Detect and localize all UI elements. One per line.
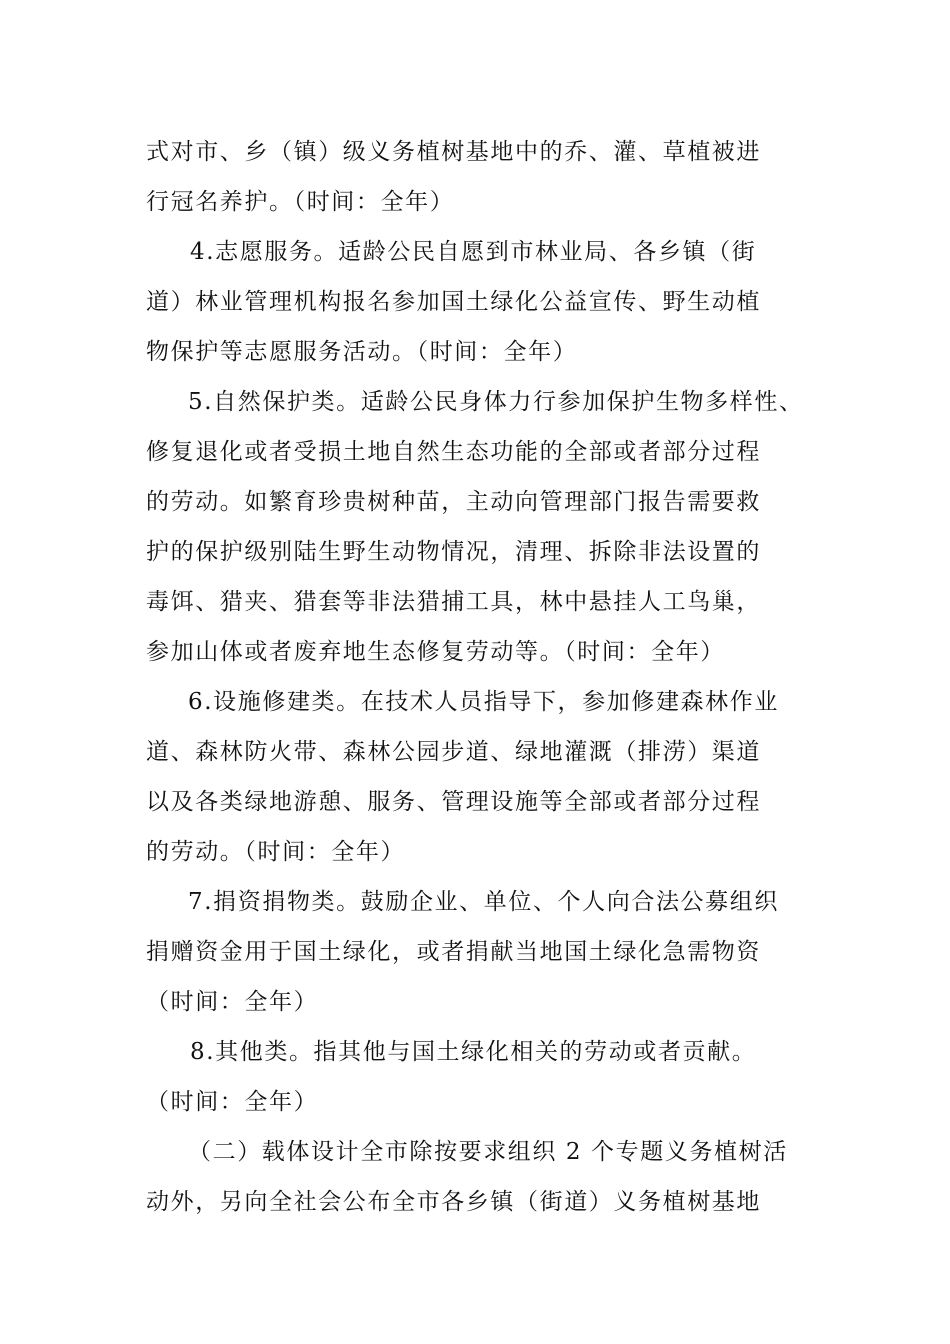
text-line-20: （时间：全年）: [146, 1089, 319, 1115]
text-line-17: 捐赠资金用于国土绿化，或者捐献当地国土绿化急需物资: [146, 939, 761, 965]
text-line-1: 式对市、乡（镇）级义务植树基地中的乔、灌、草植被进: [146, 139, 761, 165]
text-line-4: 道）林业管理机构报名参加国土绿化公益宣传、野生动植: [146, 289, 761, 315]
text-line-9: 护的保护级别陆生野生动物情况，清理、拆除非法设置的: [146, 539, 761, 565]
paragraph-8-start: 8.其他类。指其他与国土绿化相关的劳动或者贡献。: [190, 1039, 757, 1065]
text-line-22: 动外，另向全社会公布全市各乡镇（街道）义务植树基地: [146, 1189, 761, 1215]
paragraph-5-start: 5.自然保护类。适龄公民身体力行参加保护生物多样性、: [188, 389, 804, 415]
text-line-11: 参加山体或者废弃地生态修复劳动等。（时间：全年）: [146, 639, 725, 665]
text-line-10: 毒饵、猎夹、猎套等非法猎捕工具，林中悬挂人工鸟巢，: [146, 589, 761, 615]
text-line-2: 行冠名养护。（时间：全年）: [146, 189, 455, 215]
text-line-8: 的劳动。如繁育珍贵树种苗，主动向管理部门报告需要救: [146, 489, 761, 515]
text-line-15: 的劳动。（时间：全年）: [146, 839, 406, 865]
text-line-14: 以及各类绿地游憩、服务、管理设施等全部或者部分过程: [146, 789, 761, 815]
paragraph-6-start: 6.设施修建类。在技术人员指导下，参加修建森林作业: [188, 689, 779, 715]
section-2-start: （二）载体设计全市除按要求组织 2 个专题义务植树活: [188, 1139, 788, 1165]
text-line-18: （时间：全年）: [146, 989, 319, 1015]
paragraph-7-start: 7.捐资捐物类。鼓励企业、单位、个人向合法公募组织: [188, 889, 779, 915]
text-line-13: 道、森林防火带、森林公园步道、绿地灌溉（排涝）渠道: [146, 739, 761, 765]
paragraph-4-start: 4.志愿服务。适龄公民自愿到市林业局、各乡镇（街: [190, 239, 757, 265]
text-line-7: 修复退化或者受损土地自然生态功能的全部或者部分过程: [146, 439, 761, 465]
text-line-5: 物保护等志愿服务活动。（时间：全年）: [146, 339, 578, 365]
